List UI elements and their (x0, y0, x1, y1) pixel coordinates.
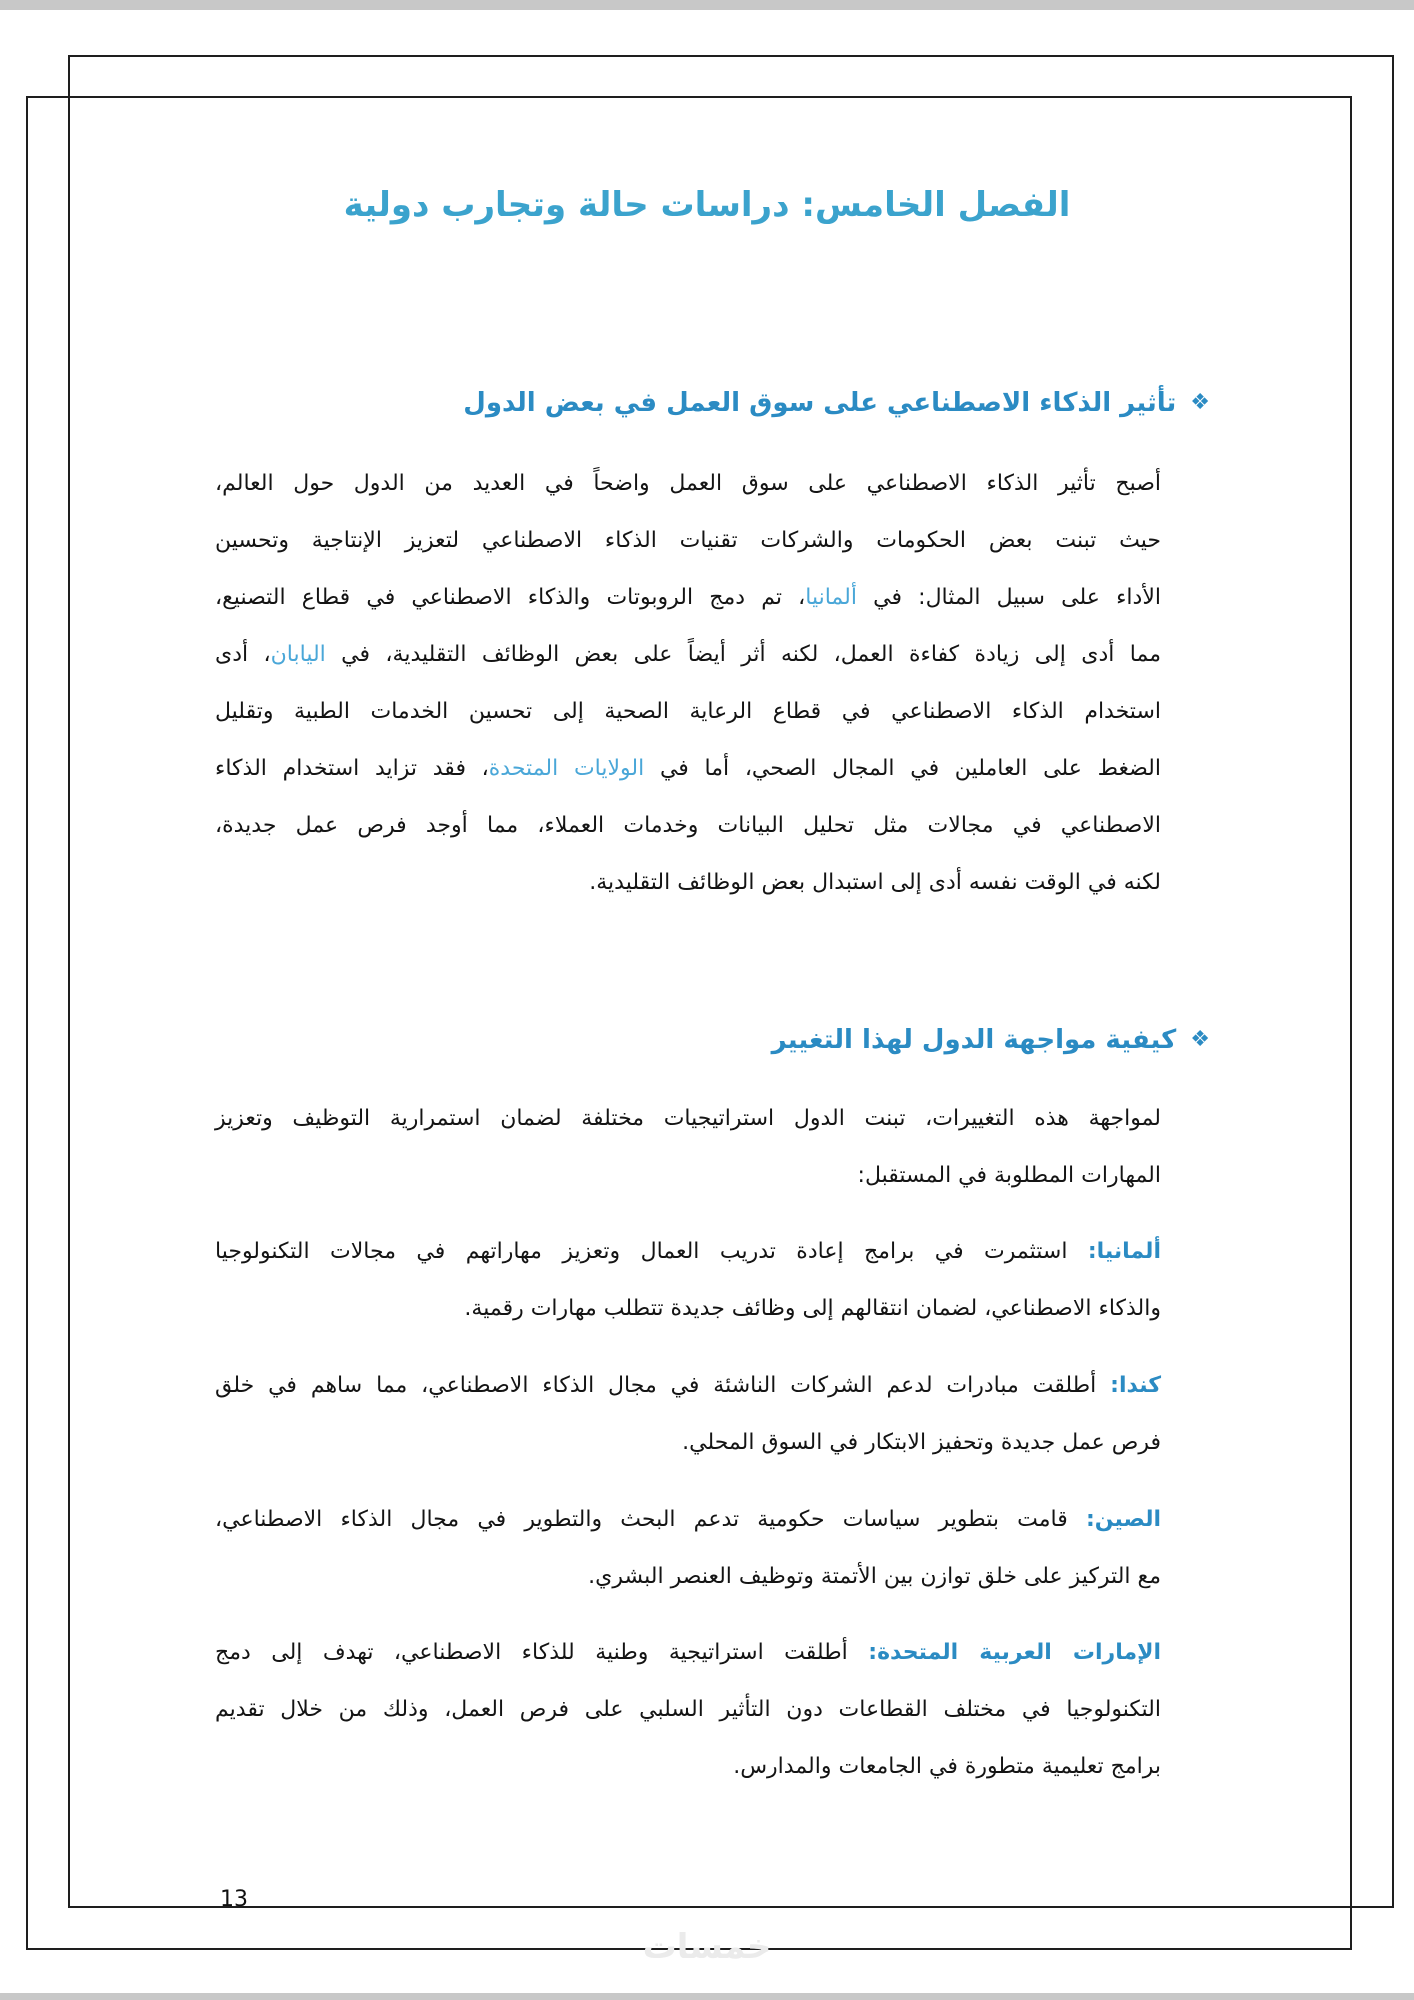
line-text: ، تم دمج الروبوتات والذكاء الاصطناعي في قطاع التصنيع، (215, 585, 806, 610)
country-highlight-usa: الولايات المتحدة (488, 756, 645, 781)
country-line (215, 1223, 1161, 1280)
country-line: مع التركيز على خلق توازن بين الأتمتة وتوظيف العنصر البشري. (588, 1564, 1161, 1589)
line-text: الأداء على سبيل المثال: في (856, 585, 1162, 610)
chapter-title: الفصل الخامس: دراسات حالة وتجارب دولية (343, 185, 1071, 225)
country-item-uae (215, 1624, 1161, 1795)
country-label: الصين: (1085, 1507, 1161, 1532)
line-text: ، فقد تزايد استخدام الذكاء (215, 756, 489, 781)
country-line (215, 1624, 1161, 1681)
country-item-china (215, 1491, 1161, 1605)
paragraph-line (215, 740, 1161, 797)
country-label: ألمانيا: (1087, 1239, 1161, 1264)
country-text: استثمرت في برامج إعادة تدريب العمال وتعزيز مهاراتهم في مجالات التكنولوجيا (215, 1239, 1068, 1264)
country-text: أطلقت استراتيجية وطنية للذكاء الاصطناعي، تهدف إلى دمج (215, 1640, 848, 1665)
line-text: مما أدى إلى زيادة كفاءة العمل، لكنه أثر أيضاً على بعض الوظائف التقليدية، في (325, 642, 1162, 667)
watermark-logo: خمسات (642, 1927, 772, 1967)
paragraph-line: المهارات المطلوبة في المستقبل: (857, 1163, 1161, 1188)
section-heading-responses (772, 1020, 1210, 1060)
country-line (215, 1491, 1161, 1548)
paragraph-line (215, 626, 1161, 683)
country-item-canada (215, 1357, 1161, 1471)
page-number: 13 (220, 1887, 248, 1912)
bottom-edge-bar (0, 1993, 1414, 2000)
country-highlight-germany: ألمانيا (805, 585, 857, 610)
country-line: التكنولوجيا في مختلف القطاعات دون التأثير السلبي على فرص العمل، وذلك من خلال تقديم (215, 1697, 1161, 1722)
paragraph-responses-intro (215, 1090, 1161, 1204)
country-item-germany (215, 1223, 1161, 1337)
country-highlight-japan: اليابان (270, 642, 326, 667)
country-line: والذكاء الاصطناعي، لضمان انتقالهم إلى وظائف جديدة تتطلب مهارات رقمية. (464, 1296, 1161, 1321)
paragraph-line: حيث تبنت بعض الحكومات والشركات تقنيات الذكاء الاصطناعي لتعزيز الإنتاجية وتحسين (215, 528, 1161, 553)
top-edge-bar (0, 0, 1414, 10)
country-line: فرص عمل جديدة وتحفيز الابتكار في السوق المحلي. (682, 1430, 1161, 1455)
paragraph-line: الاصطناعي في مجالات مثل تحليل البيانات وخدمات العملاء، مما أوجد فرص عمل جديدة، (215, 813, 1161, 838)
line-text: الضغط على العاملين في المجال الصحي، أما في (644, 756, 1161, 781)
section-heading-text: كيفية مواجهة الدول لهذا التغيير (771, 1025, 1177, 1055)
diamond-bullet-icon: ❖ (1190, 1027, 1210, 1052)
country-text: أطلقت مبادرات لدعم الشركات الناشئة في مجال الذكاء الاصطناعي، مما ساهم في خلق (215, 1373, 1097, 1398)
line-text: ، أدى (215, 642, 271, 667)
paragraph-line: لمواجهة هذه التغييرات، تبنت الدول استراتيجيات مختلفة لضمان استمرارية التوظيف وتعزيز (215, 1106, 1161, 1131)
country-label: الإمارات العربية المتحدة: (868, 1640, 1162, 1665)
paragraph-ai-impact (215, 455, 1161, 911)
country-label: كندا: (1110, 1373, 1161, 1398)
section-heading-ai-impact (463, 383, 1210, 423)
diamond-bullet-icon: ❖ (1190, 390, 1210, 415)
country-line: برامج تعليمية متطورة في الجامعات والمدارس. (733, 1754, 1161, 1779)
section-heading-text: تأثير الذكاء الاصطناعي على سوق العمل في بعض الدول (463, 388, 1177, 418)
paragraph-line: أصبح تأثير الذكاء الاصطناعي على سوق العمل واضحاً في العديد من الدول حول العالم، (215, 471, 1161, 496)
country-text: قامت بتطوير سياسات حكومية تدعم البحث والتطوير في مجال الذكاء الاصطناعي، (215, 1507, 1068, 1532)
paragraph-line: لكنه في الوقت نفسه أدى إلى استبدال بعض الوظائف التقليدية. (589, 870, 1161, 895)
paragraph-line: استخدام الذكاء الاصطناعي في قطاع الرعاية الصحية إلى تحسين الخدمات الطبية وتقليل (215, 699, 1161, 724)
country-line (215, 1357, 1161, 1414)
paragraph-line (215, 569, 1161, 626)
